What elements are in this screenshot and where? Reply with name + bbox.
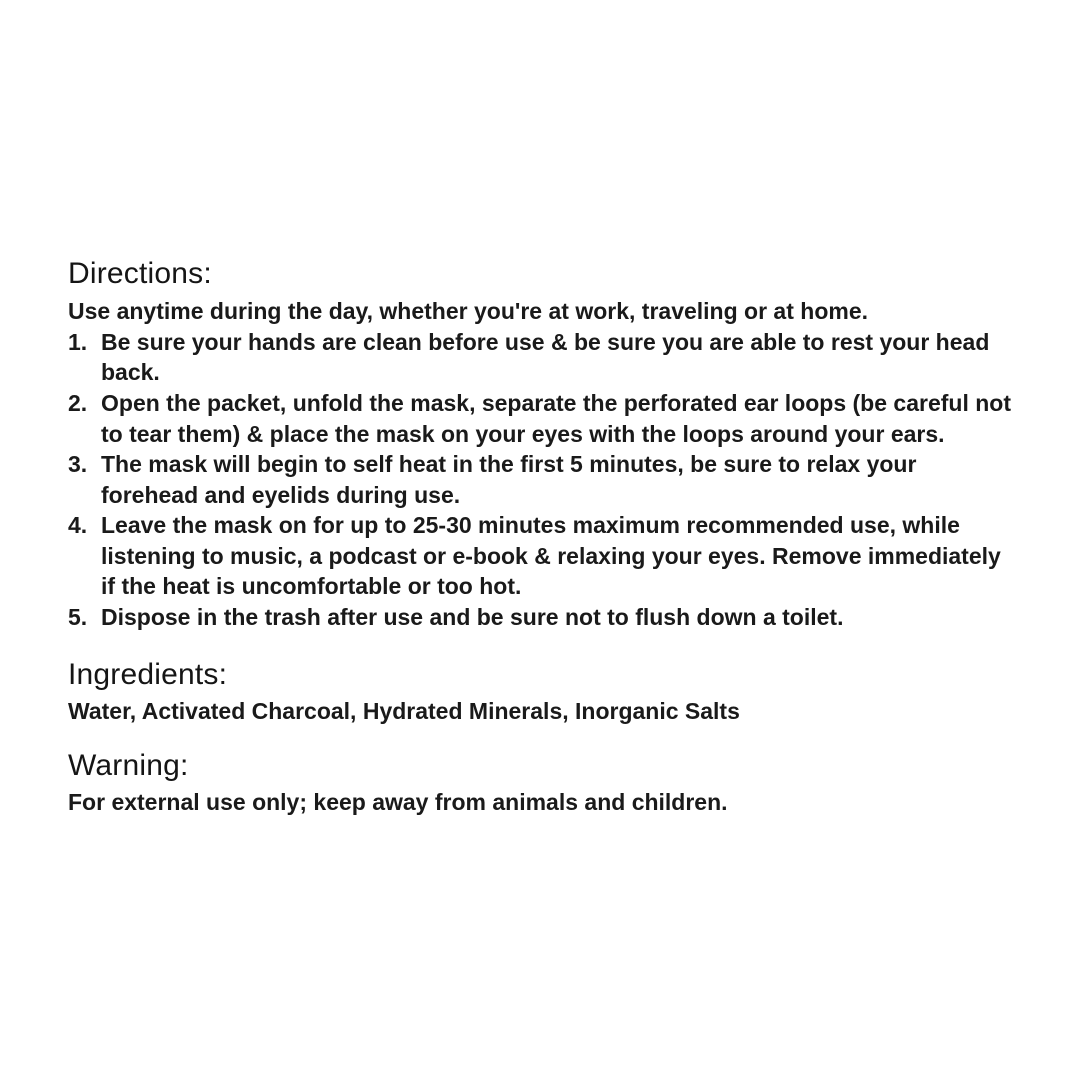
step-number: 3. (68, 451, 88, 478)
list-item (68, 602, 1012, 633)
step-text: Leave the mask on for up to 25-30 minutes maximum recommended use, while listening to music, a podcast or e-book & relaxing your eyes. Remove immediately if the heat is uncomfortable or too hot. (101, 512, 1001, 600)
directions-steps-list (68, 327, 1012, 633)
step-number: 4. (68, 512, 88, 539)
step-text: Dispose in the trash after use and be sure not to flush down a toilet. (101, 604, 844, 631)
step-number: 5. (68, 604, 88, 631)
step-number: 2. (68, 390, 88, 417)
warning-heading: Warning: (68, 748, 189, 782)
step-number: 1. (68, 328, 88, 355)
list-item (68, 449, 1012, 510)
list-item (68, 327, 1012, 388)
directions-heading: Directions: (68, 257, 212, 290)
warning-section (68, 747, 1012, 818)
step-text: Be sure your hands are clean before use & be sure you are able to rest your head back. (101, 328, 990, 386)
list-item (68, 510, 1012, 602)
step-text: The mask will begin to self heat in the first 5 minutes, be sure to relax your forehead and eyelids during use. (101, 451, 917, 508)
directions-intro: Use anytime during the day, whether you're at work, traveling or at home. (68, 297, 869, 324)
ingredients-section (68, 656, 1012, 727)
warning-text: For external use only; keep away from animals and children. (68, 789, 728, 816)
step-text: Open the packet, unfold the mask, separate the perforated ear loops (be careful not to tear them) & place the mask on your eyes with the loops around your ears. (101, 390, 1011, 447)
ingredients-text: Water, Activated Charcoal, Hydrated Minerals, Inorganic Salts (68, 698, 740, 725)
ingredients-heading: Ingredients: (68, 657, 228, 691)
list-item (68, 388, 1012, 449)
